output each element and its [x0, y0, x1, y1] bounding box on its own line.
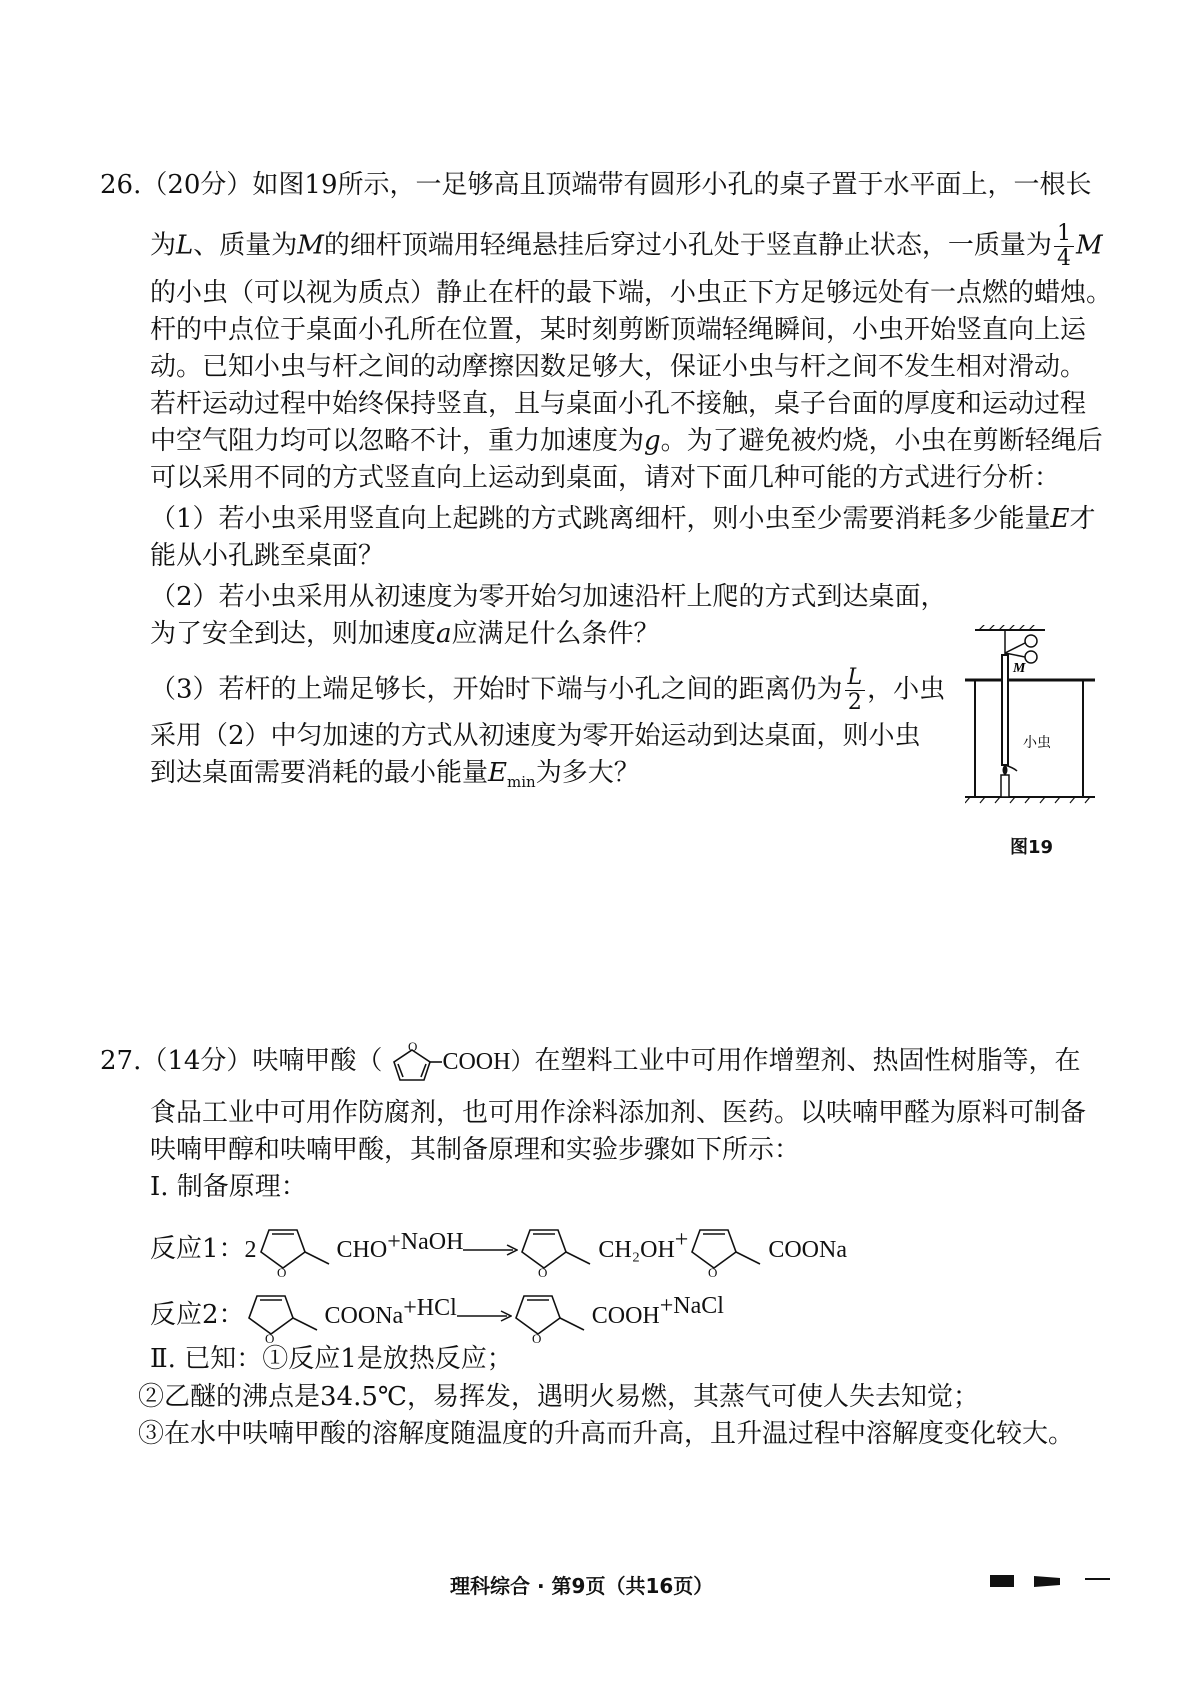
reaction-arrow-icon — [457, 1306, 512, 1326]
svg-text:O: O — [408, 1040, 418, 1054]
q26-part-1-line-2: 能从小孔跳至桌面？ — [150, 541, 385, 571]
svg-text:O: O — [531, 1331, 542, 1344]
known-1: Ⅱ. 已知：①反应1是放热反应； — [150, 1344, 513, 1374]
q27-line-2: 食品工业中可用作防腐剂，也可用作涂料添加剂、医药。以呋喃甲醛为原料可制备 — [150, 1098, 1087, 1128]
q26-line-3: 的小虫（可以视为质点）静止在杆的最下端，小虫正下方足够远处有一点燃的蜡烛。 — [150, 278, 1113, 308]
known-2: ②乙醚的沸点是34.5℃，易挥发，遇明火易燃，其蒸气可使人失去知觉； — [138, 1382, 979, 1412]
reaction-1: 反应1：2 O CHO+NaOH O CH₂OH+ O COONa — [150, 1222, 847, 1278]
known-3: ③在水中呋喃甲酸的溶解度随温度的升高而升高，且升温过程中溶解度变化较大。 — [138, 1419, 1075, 1449]
furan-ring-icon — [382, 1040, 442, 1084]
svg-text:O: O — [538, 1265, 548, 1278]
svg-text:O: O — [708, 1265, 718, 1278]
furan-ring-icon — [245, 1288, 325, 1344]
furan-ring-icon — [688, 1222, 768, 1278]
q26-line-2: 为L、质量为M的细杆顶端用轻绳悬挂后穿过小孔处于竖直静止状态，一质量为 $\frac{1}{4}$ M — [150, 221, 1103, 271]
q26-line-5: 动。已知小虫与杆之间的动摩擦因数足够大，保证小虫与杆之间不发生相对滑动。 — [150, 352, 1087, 382]
furan-ring-icon — [512, 1288, 592, 1344]
print-marks — [990, 1573, 1140, 1593]
q26-part-3-line-2: 采用（2）中匀加速的方式从初速度为零开始运动到达桌面，则小虫 — [150, 721, 921, 751]
reaction-2: 反应2： O COONa+HCl O COOH+NaCl — [150, 1288, 724, 1344]
svg-text:O: O — [276, 1265, 286, 1278]
q26-part-3: （3）若杆的上端足够长，开始时下端与小孔之间的距离仍为 $\frac{L}{2}$ ，小虫 — [150, 665, 946, 715]
candle — [1001, 775, 1009, 797]
q26-part-3-line-3: 到达桌面需要消耗的最小能量$E_{min}$为多大？ — [150, 758, 640, 791]
figure-caption: 图19 — [1010, 837, 1054, 858]
q26-line-8: 可以采用不同的方式竖直向上运动到桌面，请对下面几种可能的方式进行分析： — [150, 463, 1061, 493]
furan-ring-icon — [518, 1222, 598, 1278]
q26-line-7: 中空气阻力均可以忽略不计，重力加速度为g。为了避免被灼烧，小虫在剪断轻绳后 — [150, 426, 1103, 456]
rod-mass-label: M — [1013, 661, 1026, 676]
scissors-handle — [1025, 635, 1037, 647]
fraction-one-quarter: $\frac{1}{4}$ — [1054, 222, 1074, 271]
q27-line-1: 27.（14分）呋喃甲酸（ O COOH）在塑料工业中可用作增塑剂、热固性树脂等，在 — [100, 1040, 1080, 1084]
q26-line-4: 杆的中点位于桌面小孔所在位置，某时刻剪断顶端轻绳瞬间，小虫开始竖直向上运 — [150, 315, 1087, 345]
rod — [1002, 655, 1008, 765]
page-footer: 理科综合 · 第9页（共16页） — [450, 1574, 714, 1598]
fraction-L-over-2: $\frac{L}{2}$ — [845, 666, 866, 715]
q27-line-3: 呋喃甲醇和呋喃甲酸，其制备原理和实验步骤如下所示： — [150, 1135, 801, 1165]
q26-part-2: （2）若小虫采用从初速度为零开始匀加速沿杆上爬的方式到达桌面， — [150, 582, 947, 612]
section-1-heading: Ⅰ. 制备原理： — [150, 1172, 307, 1202]
scissors-blade — [1005, 643, 1025, 653]
q26-line-6: 若杆运动过程中始终保持竖直，且与桌面小孔不接触，桌子台面的厚度和运动过程 — [150, 389, 1087, 419]
furan-ring-icon — [257, 1222, 337, 1278]
q26-part-2-line-2: 为了安全到达，则加速度a应满足什么条件？ — [150, 619, 660, 649]
candle-flame — [1003, 765, 1007, 775]
q26-part-1: （1）若小虫采用竖直向上起跳的方式跳离细杆，则小虫至少需要消耗多少能量E才 — [150, 504, 1096, 534]
figure-19-diagram — [965, 625, 1115, 840]
svg-text:O: O — [264, 1331, 274, 1344]
q26-line-1: 26.（20分）如图19所示，一足够高且顶端带有圆形小孔的桌子置于水平面上，一根长 — [100, 170, 1092, 200]
reaction-arrow-icon — [463, 1240, 518, 1260]
bug-label: 小虫 — [1023, 735, 1051, 751]
